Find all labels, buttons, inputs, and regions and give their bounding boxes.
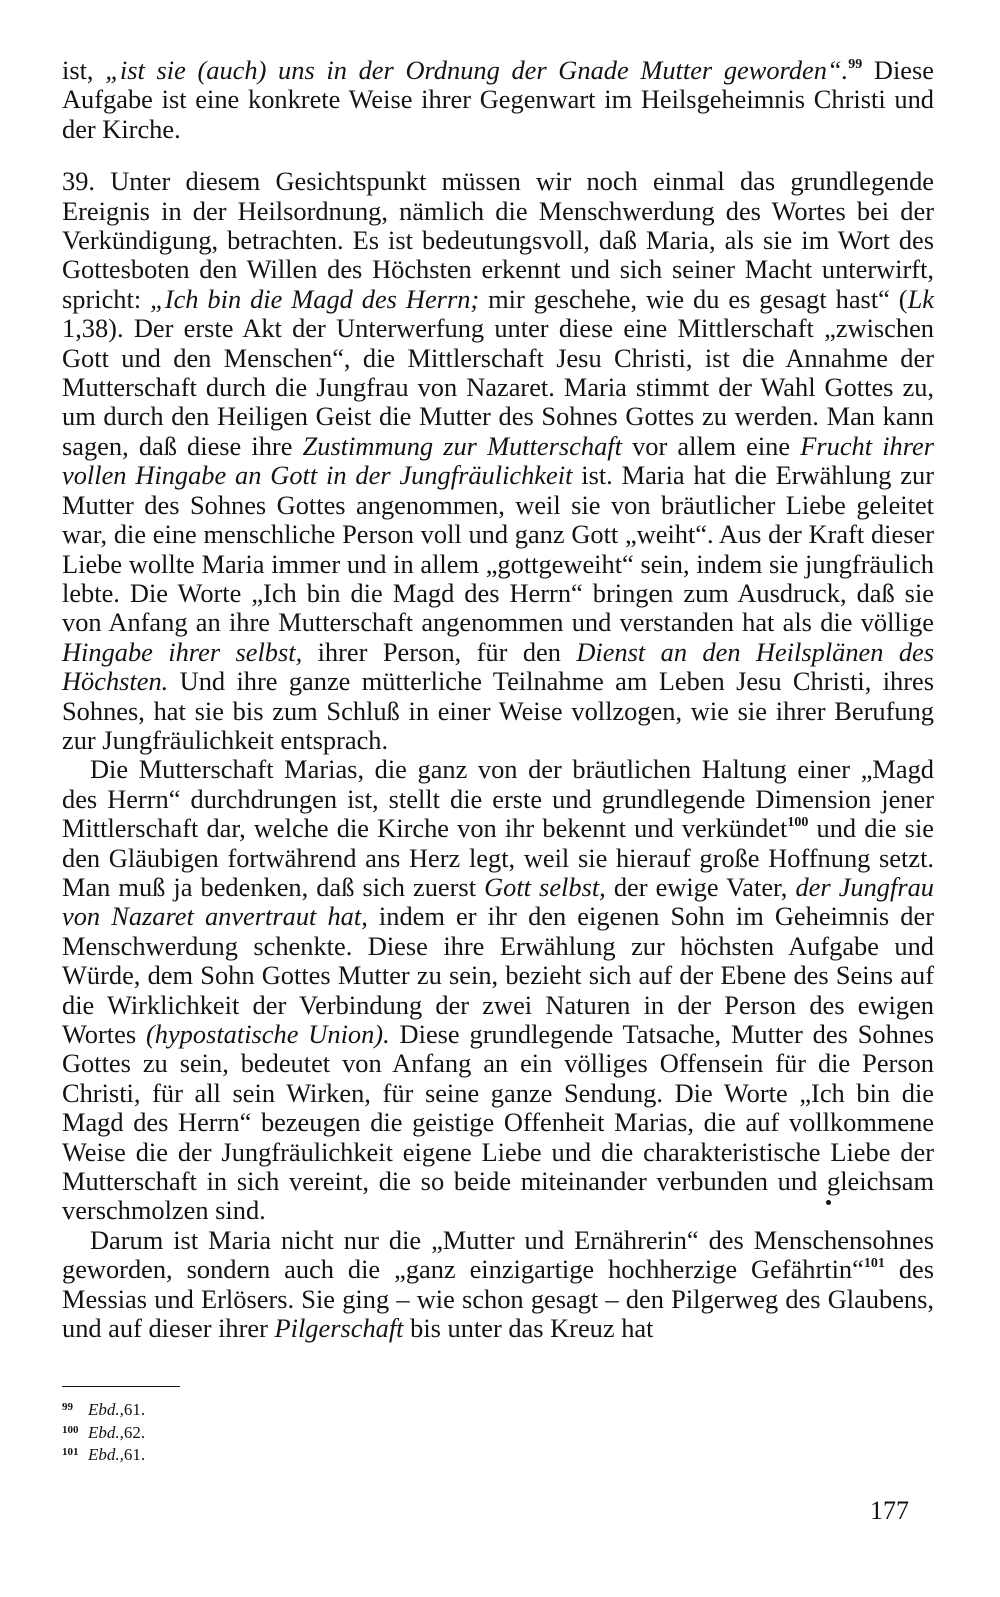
paragraph-4 (62, 1226, 934, 1344)
body-text: vor allem eine (621, 430, 801, 461)
body-text: indem er ihr den eigenen Sohn im Geheimnis der Menschwerdung schenkte. Diese ihre Erwählung zur höchsten Aufgabe und Würde, dem Sohn Gottes Mutter zu sein, bezieht sich auf der Ebene des Seins auf die Wirklichkeit der Verbindung der zwei Naturen in der Person des ewigen Wortes (62, 901, 935, 1049)
body-text: Und ihre ganze mütterliche Teilnahme am Leben Jesu Christi, ihres Sohnes, hat sie bis zum Schluß in einer Weise vollzogen, wie sie ihrer Berufung zur Jungfräulichkeit entsprach. (62, 666, 934, 755)
italic-text: Frucht ihrer vollen Hingabe an Gott in der Jungfräulichkeit (62, 430, 934, 491)
footnote-marker: 100 (787, 815, 809, 831)
footnote-divider (62, 1386, 180, 1387)
italic-text: Gott selbst, (484, 871, 606, 902)
italic-text: (hypostatische Union). (145, 1019, 390, 1049)
italic-text: Hingabe ihrer selbst, (62, 636, 303, 667)
italic-text: Dienst an den Heilsplänen des Höchsten. (62, 636, 935, 697)
footnote-ref: Ebd., (88, 1422, 124, 1442)
footnote-100 (62, 1423, 462, 1446)
body-text: Die Mutterschaft Marias, die ganz von der bräutlichen Haltung einer „Magd des Herrn“ durchdrungen ist, stellt die erste und grundlegende Dimension jener Mittlerschaft dar, welche die Kirche von ihr bekennt und verkündet (62, 754, 934, 844)
body-text: 39. Unter diesem Gesichtspunkt müssen wir noch einmal das grundlegende Ereignis in der Heilsordnung, nämlich die Menschwerdung des Wortes bei der Verkündigung, betrachten. Es ist bedeutungsvoll, daß Maria, als sie im Wort des Gottesboten den Willen des Höchsten erkennt und sich seiner Macht unterwirft, spricht: (62, 166, 934, 314)
body-text: Diese Aufgabe ist eine konkrete Weise ihrer Gegenwart im Heilsgeheimnis Christi und der Kirche. (62, 55, 934, 144)
italic-text: „ist sie (auch) uns in der Ordnung der Gnade Mutter geworden“. (105, 55, 849, 85)
body-text: Diese grundlegende Tatsache, Mutter des Sohnes Gottes zu sein, bedeutet von Anfang an ein völliges Offensein für die Person Christi, für all sein Wirken, für seine ganze Sendung. Die Worte „Ich bin die Magd des Herrn“ bezeugen die geistige Offenheit Marias, die auf vollkommene Weise die der Jungfräulichkeit eigene Liebe und die charakteristische Liebe der Mutterschaft in sich vereint, die so beide miteinander verbunden und gleichsam verschmolzen sind. (62, 1019, 934, 1226)
italic-text: der Jungfrau von Nazaret anvertraut hat, (62, 871, 934, 932)
italic-text: Pilgerschaft (274, 1313, 404, 1344)
footnote-number: 101 (62, 1446, 79, 1458)
italic-text: Zustimmung zur Mutterschaft (302, 430, 622, 461)
page-body (62, 56, 934, 1343)
italic-text: Lk (907, 283, 934, 314)
body-text: des Messias und Erlösers. Sie ging – wie schon gesagt – den Pilgerweg des Glaubens, und auf dieser ihrer (62, 1254, 934, 1344)
footnote-ref: Ebd., (88, 1400, 124, 1419)
footnote-marker: 99 (848, 57, 863, 72)
body-text: mir geschehe, wie du es gesagt hast“ ( (479, 283, 908, 314)
body-text: bis unter das Kreuz hat (403, 1313, 654, 1344)
body-text: der ewige Vater, (605, 871, 796, 902)
footnote-marker: 101 (863, 1256, 885, 1272)
footnotes (62, 1400, 462, 1468)
paragraph-1 (62, 56, 934, 144)
footnote-page: 61. (123, 1400, 146, 1419)
body-text: und die sie den Gläubigen fortwährend ans Herz legt, weil sie hierauf große Hoffnung setzt. Man muß ja bedenken, daß sich zuerst (62, 813, 934, 902)
footnote-101 (62, 1445, 462, 1468)
footnote-page: 61. (123, 1445, 146, 1464)
footnote-99 (62, 1400, 462, 1423)
body-text: ihrer Person, für den (302, 636, 577, 667)
footnote-number: 99 (62, 1401, 73, 1413)
italic-text: „Ich bin die Magd des Herrn; (150, 283, 480, 314)
paragraph-2 (62, 167, 934, 755)
page-number: 177 (870, 1496, 909, 1525)
body-text: Darum ist Maria nicht nur die „Mutter und Ernährerin“ des Menschensohnes geworden, sondern auch die „ganz einzigartige hochherzige Gefährtin“ (62, 1224, 934, 1285)
body-text: ist, (62, 55, 106, 85)
body-text: ist. Maria hat die Erwählung zur Mutter des Sohnes Gottes angenommen, weil sie von bräutlicher Liebe geleitet war, die eine menschliche Person voll und ganz Gott „weiht“. Aus der Kraft dieser Liebe wollte Maria immer und in allem „gottgeweiht“ sein, indem sie jungfräulich lebte. Die Worte „Ich bin die Magd des Herrn“ bringen zum Ausdruck, daß sie von Anfang an ihre Mutterschaft angenommen und verstanden hat als die völlige (62, 460, 934, 638)
footnote-ref: Ebd., (88, 1445, 124, 1464)
stray-dot-mark (826, 1200, 831, 1205)
footnote-page: 62. (123, 1422, 146, 1442)
footnote-number: 100 (62, 1423, 79, 1436)
body-text: 1,38). Der erste Akt der Unterwerfung unter diese eine Mittlerschaft „zwischen Gott und den Menschen“, die Mittlerschaft Jesu Christi, ist die Annahme der Mutterschaft durch die Jungfrau von Nazaret. Maria stimmt der Wahl Gottes zu, um durch den Heiligen Geist die Mutter des Sohnes Gottes zu werden. Man kann sagen, daß diese ihre (62, 313, 934, 461)
paragraph-3 (62, 755, 934, 1226)
